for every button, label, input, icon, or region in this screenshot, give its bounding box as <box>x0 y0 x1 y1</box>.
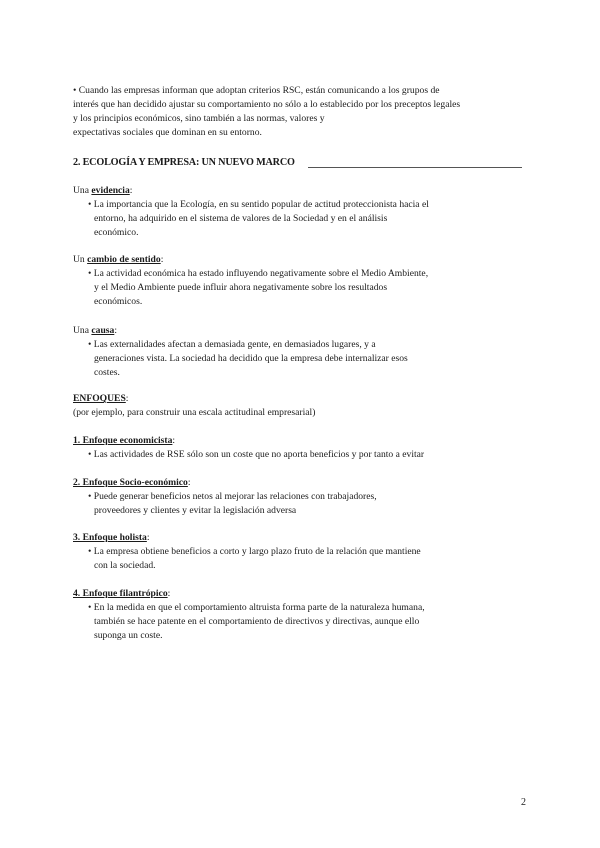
evidencia-bullet-line: entorno, ha adquirido en el sistema de valores de la Sociedad y en el análisis <box>94 213 388 224</box>
cambio-term: cambio de sentido <box>87 254 161 265</box>
evidencia-bullet-line: económico. <box>94 227 139 238</box>
causa-bullet <box>88 338 408 380</box>
approach-suffix: : <box>146 532 150 543</box>
causa-suffix: : <box>114 325 117 336</box>
approach-bullet-line: • En la medida en que el comportamiento altruista forma parte de la naturaleza humana, <box>88 602 425 613</box>
enfoques-subtitle: (por ejemplo, para construir una escala actitudinal empresarial) <box>73 407 316 418</box>
causa-bullet-line: generaciones vista. La sociedad ha decidido que la empresa debe internalizar esos <box>94 353 408 364</box>
approach-title: 1. Enfoque economicista <box>73 435 173 446</box>
causa-bullet-line: costes. <box>94 367 120 378</box>
approach-bullet <box>88 448 424 462</box>
cambio-bullet-line: y el Medio Ambiente puede influir ahora negativamente sobre los resultados <box>94 282 388 293</box>
approach-bullet <box>88 545 421 573</box>
approach-heading <box>73 531 150 545</box>
approach-heading <box>73 476 191 490</box>
cambio-heading <box>73 253 163 267</box>
causa-term: causa <box>91 325 115 336</box>
intro-line: • Cuando las empresas informan que adoptan criterios RSC, están comunicando a los grupos de <box>73 85 440 96</box>
enfoques-heading <box>73 392 128 406</box>
intro-line: expectativas sociales que dominan en su entorno. <box>73 127 262 138</box>
approach-bullet <box>88 601 425 643</box>
evidencia-bullet-line: • La importancia que la Ecología, en su sentido popular de actitud proteccionista hacia el <box>88 199 429 210</box>
approach-bullet-line: suponga un coste. <box>94 630 163 641</box>
cambio-bullet-line: económicos. <box>94 296 143 307</box>
approach-bullet-line: • La empresa obtiene beneficios a corto y largo plazo fruto de la relación que mantiene <box>88 546 421 557</box>
section-title: 2. ECOLOGÍA Y EMPRESA: UN NUEVO MARCO <box>73 157 295 168</box>
enfoques-suffix: : <box>125 393 129 404</box>
page-number: 2 <box>521 797 526 808</box>
approach-title: 2. Enfoque Socio-económico <box>73 477 188 488</box>
section-title-rule <box>308 167 522 168</box>
causa-prefix: Una <box>73 325 92 336</box>
approach-heading <box>73 434 175 448</box>
enfoques-title: ENFOQUES <box>73 393 126 404</box>
approach-suffix: : <box>167 588 171 599</box>
approach-suffix: : <box>172 435 176 446</box>
causa-bullet-line: • Las externalidades afectan a demasiada gente, en demasiados lugares, y a <box>88 339 376 350</box>
causa-heading <box>73 324 117 338</box>
evidencia-suffix: : <box>129 185 133 196</box>
evidencia-prefix: Una <box>73 185 92 196</box>
approach-suffix: : <box>187 477 191 488</box>
cambio-bullet-line: • La actividad económica ha estado influyendo negativamente sobre el Medio Ambiente, <box>88 268 429 279</box>
evidencia-heading <box>73 184 132 198</box>
cambio-prefix: Un <box>73 254 88 265</box>
approach-bullet-line: proveedores y clientes y evitar la legislación adversa <box>94 505 297 516</box>
approach-heading <box>73 587 170 601</box>
intro-line: y los principios económicos, sino también a las normas, valores y <box>73 113 325 124</box>
approach-title: 3. Enfoque holista <box>73 532 147 543</box>
intro-line: interés que han decidido ajustar su comportamiento no sólo a lo establecido por los preceptos legales <box>73 99 461 110</box>
evidencia-term: evidencia <box>91 185 130 196</box>
approach-title: 4. Enfoque filantrópico <box>73 588 168 599</box>
approach-bullet-line: con la sociedad. <box>94 560 156 571</box>
approach-bullet-line: también se hace patente en el comportamiento de directivos y directivas, aunque ello <box>94 616 420 627</box>
cambio-bullet <box>88 267 428 309</box>
evidencia-bullet <box>88 198 429 240</box>
cambio-suffix: : <box>160 254 164 265</box>
approach-bullet-line: • Puede generar beneficios netos al mejorar las relaciones con trabajadores, <box>88 491 377 502</box>
approach-bullet-line: • Las actividades de RSE sólo son un coste que no aporta beneficios y por tanto a evitar <box>88 449 425 460</box>
approach-bullet <box>88 490 377 518</box>
